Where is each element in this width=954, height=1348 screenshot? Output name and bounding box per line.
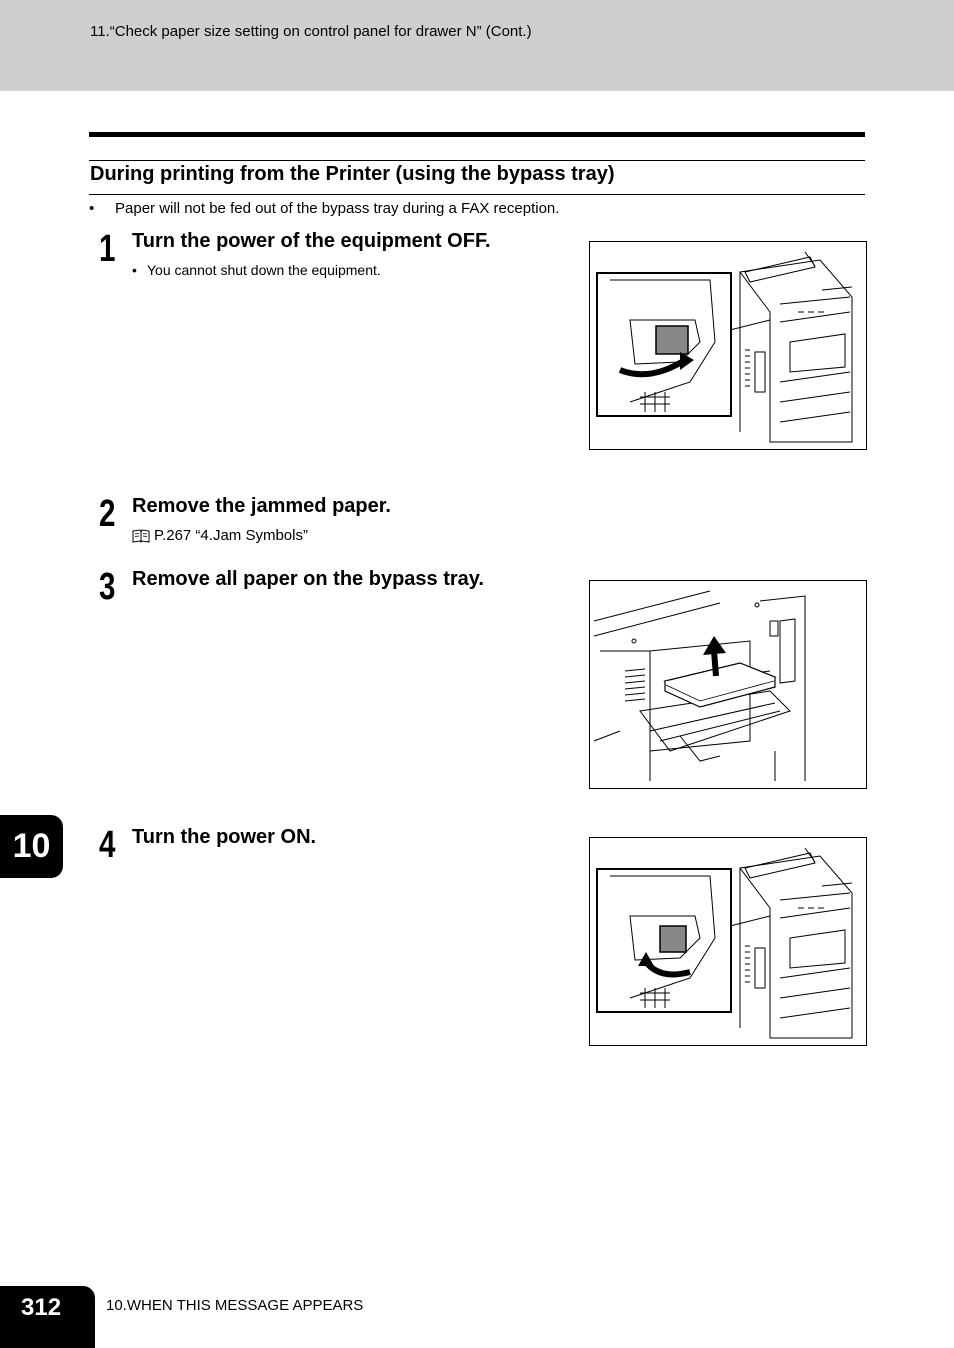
step-3-number: 3 (99, 566, 116, 608)
bullet-text: Paper will not be fed out of the bypass tray during a FAX reception. (115, 200, 560, 217)
step-1-note (132, 262, 381, 278)
figure-power-off (589, 241, 867, 450)
step-2-number: 2 (99, 493, 116, 535)
header-band (0, 0, 954, 91)
step-1-note-text: You cannot shut down the equipment. (147, 262, 381, 278)
section-bullet (89, 200, 559, 217)
page-number: 312 (0, 1286, 95, 1348)
step-1-title: Turn the power of the equipment OFF. (132, 230, 491, 252)
section-title: During printing from the Printer (using the bypass tray) (90, 163, 615, 185)
step-4-title: Turn the power ON. (132, 826, 317, 848)
bullet-mark: • (89, 200, 95, 217)
step-2-reference-text: P.267 “4.Jam Symbols” (154, 527, 308, 544)
note-mark: • (132, 262, 137, 278)
running-title: 11.“Check paper size setting on control panel for drawer N” (Cont.) (90, 23, 532, 40)
section-top-rule (89, 132, 865, 137)
step-2-reference (132, 527, 308, 547)
title-bottom-rule (89, 194, 865, 195)
figure-power-on (589, 837, 867, 1046)
chapter-tab: 10 (0, 815, 63, 878)
step-1-number: 1 (99, 228, 116, 270)
book-reference-icon (132, 529, 150, 547)
footer-chapter-title: 10.WHEN THIS MESSAGE APPEARS (106, 1297, 364, 1314)
figure-bypass-tray (589, 580, 867, 789)
step-2-title: Remove the jammed paper. (132, 495, 391, 517)
step-3-title: Remove all paper on the bypass tray. (132, 568, 484, 590)
step-4-number: 4 (99, 824, 116, 866)
title-top-rule (89, 160, 865, 161)
